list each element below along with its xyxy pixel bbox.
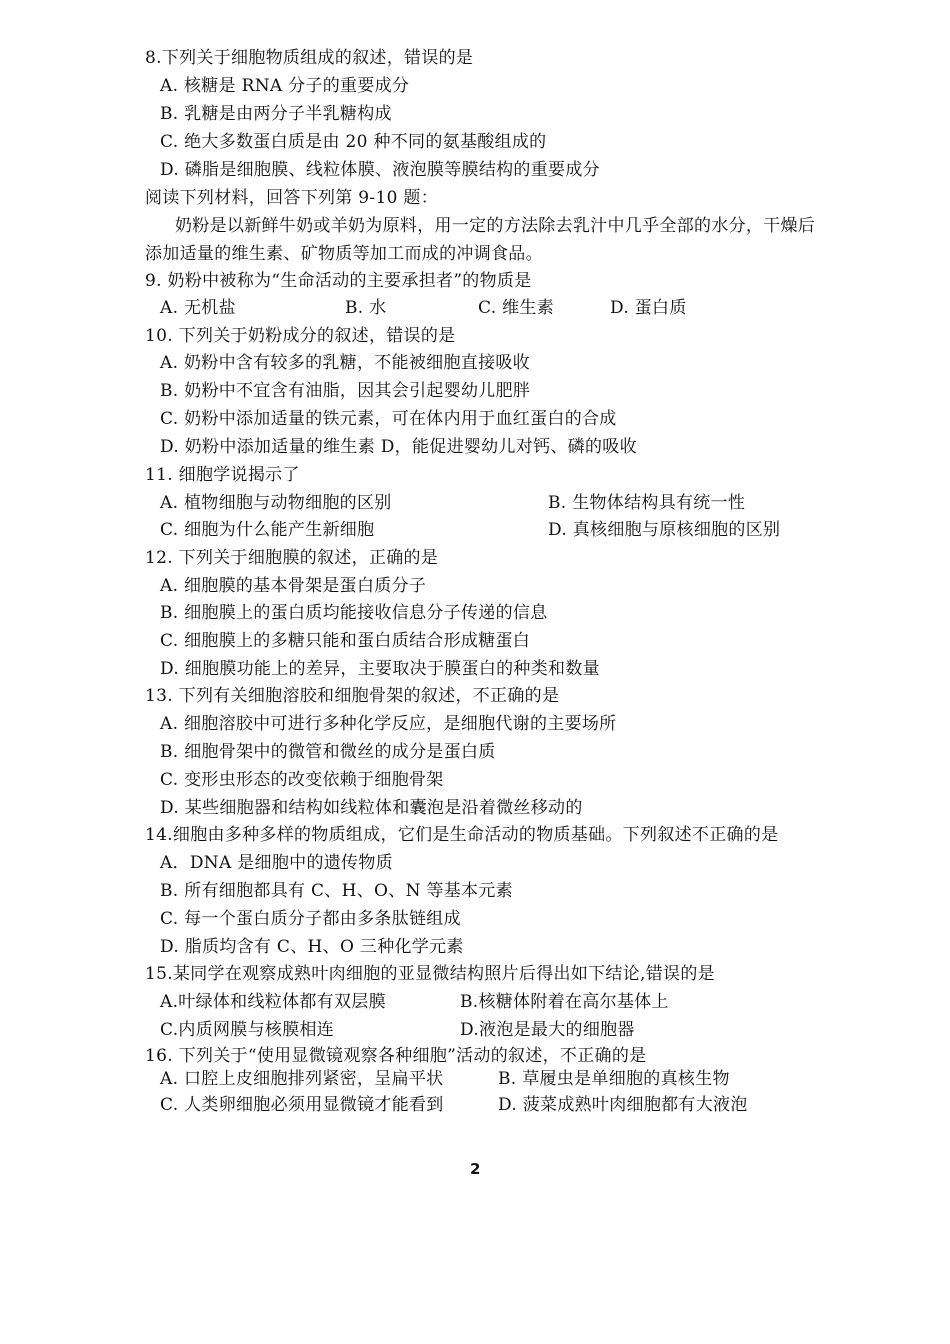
q8-option-d: D. 磷脂是细胞膜、线粒体膜、液泡膜等膜结构的重要成分 [160, 160, 600, 180]
q15-option-c: C.内质网膜与核膜相连 [160, 1020, 335, 1040]
q8-option-b: B. 乳糖是由两分子半乳糖构成 [160, 104, 392, 124]
q16-option-d: D. 菠菜成熟叶肉细胞都有大液泡 [498, 1095, 748, 1115]
q12-stem: 12. 下列关于细胞膜的叙述，正确的是 [145, 548, 439, 568]
q14-option-d: D. 脂质均含有 C、H、O 三种化学元素 [160, 937, 464, 957]
q15-option-b: B.核糖体附着在高尔基体上 [460, 992, 669, 1012]
q11-stem: 11. 细胞学说揭示了 [145, 465, 300, 485]
q14-option-c: C. 每一个蛋白质分子都由多条肽链组成 [160, 909, 461, 929]
q12-option-d: D. 细胞膜功能上的差异，主要取决于膜蛋白的种类和数量 [160, 659, 600, 679]
q14-option-a: A．DNA 是细胞中的遗传物质 [160, 853, 393, 873]
q9-stem: 9. 奶粉中被称为“生命活动的主要承担者”的物质是 [145, 271, 532, 291]
q15-option-a: A.叶绿体和线粒体都有双层膜 [160, 992, 386, 1012]
q13-option-a: A. 细胞溶胶中可进行多种化学反应，是细胞代谢的主要场所 [160, 714, 617, 734]
q10-option-d: D. 奶粉中添加适量的维生素 D，能促进婴幼儿对钙、磷的吸收 [160, 437, 637, 457]
page-number: 2 [470, 1160, 481, 1178]
q13-option-d: D. 某些细胞器和结构如线粒体和囊泡是沿着微丝移动的 [160, 798, 583, 818]
q11-option-a: A. 植物细胞与动物细胞的区别 [160, 493, 392, 513]
q13-option-c: C. 变形虫形态的改变依赖于细胞骨架 [160, 770, 444, 790]
q11-option-b: B. 生物体结构具有统一性 [548, 493, 746, 513]
q12-option-b: B. 细胞膜上的蛋白质均能接收信息分子传递的信息 [160, 603, 548, 623]
reading-passage-line-2: 添加适量的维生素、矿物质等加工而成的冲调食品。 [145, 244, 543, 264]
q9-option-a: A. 无机盐 [160, 298, 236, 318]
q8-option-a: A. 核糖是 RNA 分子的重要成分 [160, 76, 410, 96]
q10-option-c: C. 奶粉中添加适量的铁元素，可在体内用于血红蛋白的合成 [160, 409, 617, 429]
q16-option-a: A. 口腔上皮细胞排列紧密，呈扁平状 [160, 1069, 444, 1089]
q11-option-d: D. 真核细胞与原核细胞的区别 [548, 520, 781, 540]
q12-option-a: A. 细胞膜的基本骨架是蛋白质分子 [160, 576, 427, 596]
reading-passage-line-1: 奶粉是以新鲜牛奶或羊奶为原料，用一定的方法除去乳汁中几乎全部的水分，干燥后 [175, 216, 816, 236]
q16-option-c: C. 人类卵细胞必须用显微镜才能看到 [160, 1095, 444, 1115]
q8-stem: 8.下列关于细胞物质组成的叙述，错误的是 [145, 48, 474, 68]
q9-option-c: C. 维生素 [478, 298, 555, 318]
q10-option-b: B. 奶粉中不宜含有油脂，因其会引起婴幼儿肥胖 [160, 381, 531, 401]
q11-option-c: C. 细胞为什么能产生新细胞 [160, 520, 375, 540]
q10-option-a: A. 奶粉中含有较多的乳糖，不能被细胞直接吸收 [160, 353, 530, 373]
q16-option-b: B. 草履虫是单细胞的真核生物 [498, 1069, 730, 1089]
q15-option-d: D.液泡是最大的细胞器 [460, 1020, 635, 1040]
q13-option-b: B. 细胞骨架中的微管和微丝的成分是蛋白质 [160, 742, 496, 762]
q14-stem: 14.细胞由多种多样的物质组成，它们是生命活动的物质基础。下列叙述不正确的是 [145, 825, 779, 845]
q12-option-c: C. 细胞膜上的多糖只能和蛋白质结合形成糖蛋白 [160, 631, 531, 651]
q10-stem: 10. 下列关于奶粉成分的叙述，错误的是 [145, 326, 456, 346]
q13-stem: 13. 下列有关细胞溶胶和细胞骨架的叙述，不正确的是 [145, 686, 560, 706]
q8-option-c: C. 绝大多数蛋白质是由 20 种不同的氨基酸组成的 [160, 132, 547, 152]
q15-stem: 15.某同学在观察成熟叶肉细胞的亚显微结构照片后得出如下结论,错误的是 [145, 964, 715, 984]
q14-option-b: B. 所有细胞都具有 C、H、O、N 等基本元素 [160, 881, 513, 901]
q9-option-b: B. 水 [345, 298, 387, 318]
reading-intro: 阅读下列材料，回答下列第 9-10 题： [145, 188, 438, 208]
q9-option-d: D. 蛋白质 [610, 298, 687, 318]
q16-stem: 16. 下列关于“使用显微镜观察各种细胞”活动的叙述，不正确的是 [145, 1046, 647, 1066]
